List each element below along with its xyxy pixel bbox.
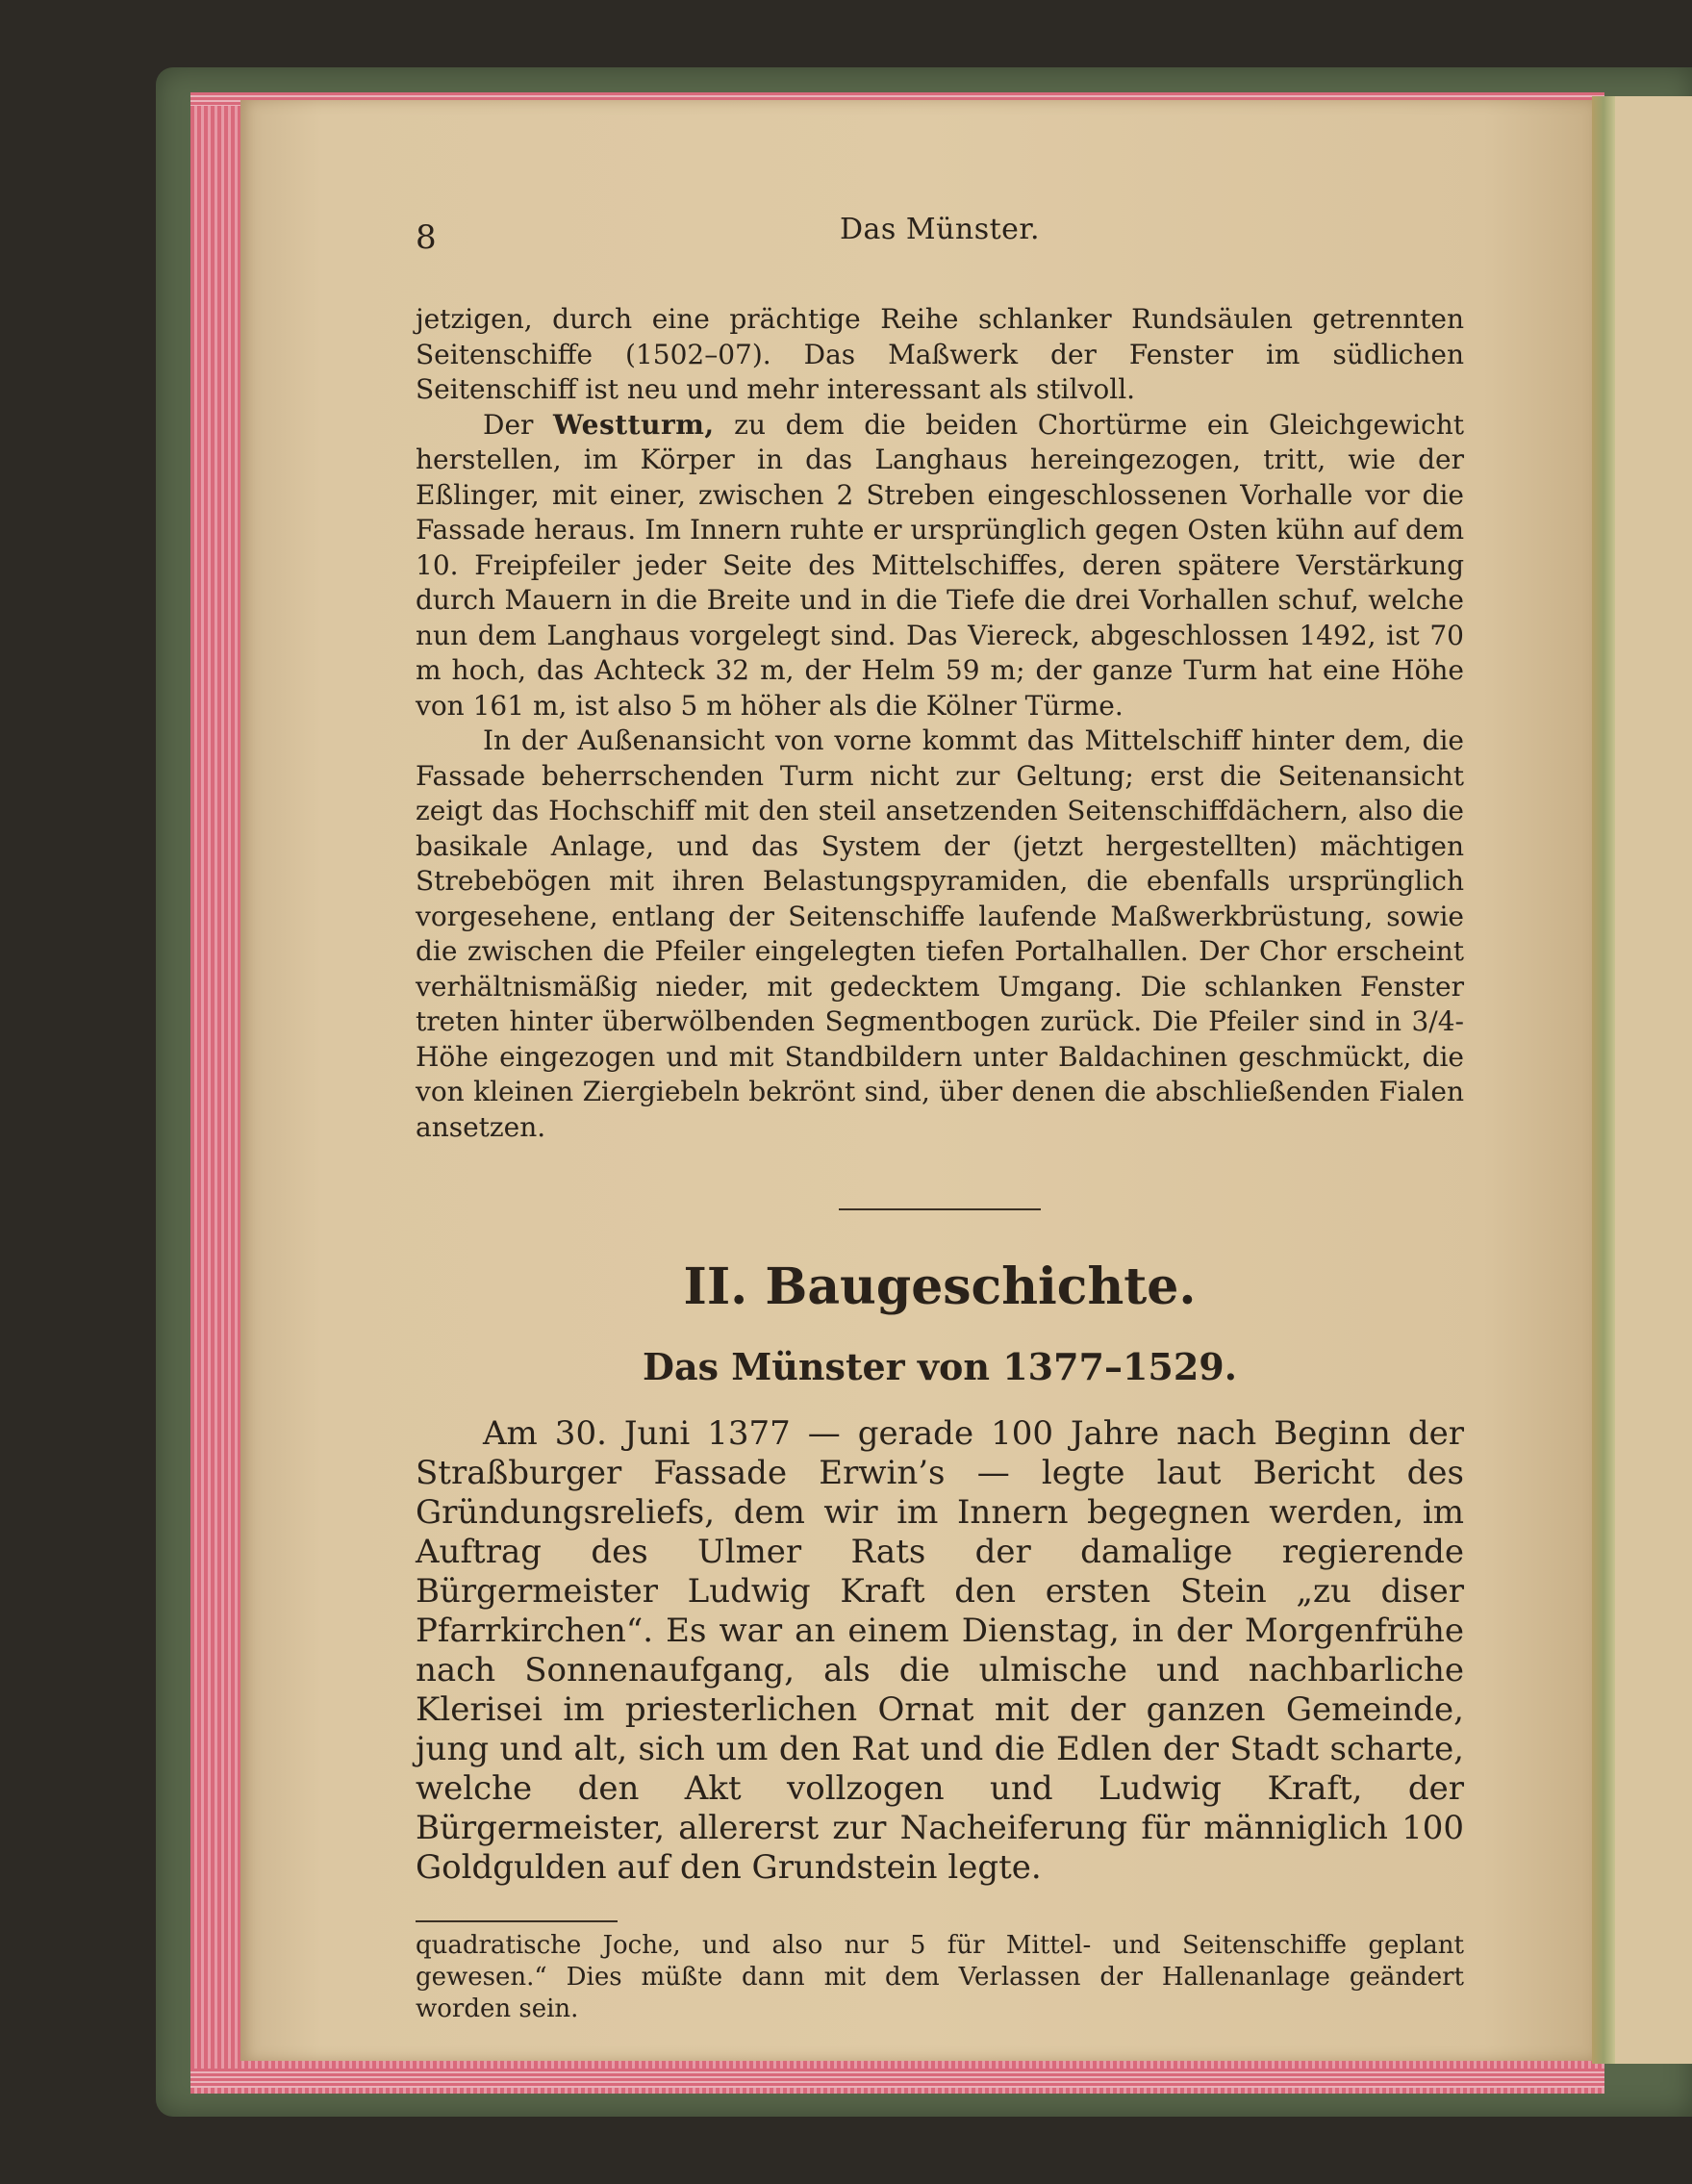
book-gutter — [1592, 96, 1615, 2064]
section-subtitle: Das Münster von 1377–1529. — [643, 1345, 1237, 1388]
paragraph-3: In der Außenansicht von vorne kommt das Mittelschiff hinter dem, die Fassade beherrschenden Turm nicht zur Geltung; erst die Seitenansicht zeigt das Hochschiff mit den steil ansetzenden Seitenschiffdächern, also die basikale Anlage, und das System der (jetzt hergestellten) mächtigen Strebebögen mit ihren Belastungspyramiden, die ebenfalls ursprünglich vorgesehene, entlang der Seitenschiffe laufende Maßwerkbrüstung, sowie die zwischen die Pfeiler eingelegten tiefen Portalhallen. Der Chor erscheint verhältnismäßig nieder, mit gedecktem Umgang. Die schlanken Fenster treten hinter überwölbenden Segmentbogen zurück. Die Pfeiler sind in 3/4-Höhe eingezogen und mit Standbildern unter Baldachinen geschmückt, die von kleinen Ziergiebeln bekrönt sind, über denen die abschließenden Fialen ansetzen. — [416, 724, 1464, 1143]
page-number: 8 — [416, 218, 437, 257]
running-title: Das Münster. — [839, 213, 1041, 246]
section-title: II. Baugeschichte. — [683, 1257, 1197, 1316]
page-header — [416, 202, 1464, 260]
paragraph-1: jetzigen, durch eine prächtige Reihe schlanker Rundsäulen getrennten Seitenschiffe (1502–07). Das Maßwerk der Fenster im südlichen Seitenschiff ist neu und mehr interessant als stilvoll. — [416, 303, 1464, 405]
section-divider — [839, 1208, 1041, 1210]
footnote-divider — [416, 1920, 618, 1922]
westturm-term: Westturm, — [553, 408, 715, 441]
paragraph-2 — [416, 408, 1464, 724]
paragraph-2-text: zu dem die beiden Chortürme ein Gleichgewicht herstellen, im Körper in das Langhaus hereingezogen, tritt, wie der Eßlinger, mit einer, zwischen 2 Streben eingeschlossenen Vorhalle vor die Fassade heraus. Im Innern ruhte er ursprünglich gegen Osten kühn auf dem 10. Freipfeiler jeder Seite des Mittelschiffes, deren spätere Verstärkung durch Mauern in die Breite und in die Tiefe die drei Vorhallen schuf, welche nun dem Langhaus vorgelegt sind. Das Viereck, abgeschlossen 1492, ist 70 m hoch, das Achteck 32 m, der Helm 59 m; der ganze Turm hat eine Höhe von 161 m, ist also 5 m höher als die Kölner Türme. — [416, 408, 1464, 722]
paragraph-2-prefix: Der — [483, 408, 553, 441]
section-body: Am 30. Juni 1377 — gerade 100 Jahre nach Beginn der Straßburger Fassade Erwin’s — legte laut Bericht des Gründungsreliefs, dem wir im Innern begegnen werden, im Auftrag des Ulmer Rats der damalige regierende Bürgermeister Ludwig Kraft den ersten Stein „zu diser Pfarrkirchen“. Es war an einem Dienstag, in der Morgenfrühe nach Sonnenaufgang, als die ulmische und nachbarliche Klerisei im priesterlichen Ornat mit der ganzen Gemeinde, jung und alt, sich um den Rat und die Edlen der Stadt scharte, welche den Akt vollzogen und Ludwig Kraft, der Bürgermeister, allererst zur Nacheiferung für männiglich 100 Goldgulden auf den Grundstein legte. — [416, 1414, 1464, 1887]
page-content — [416, 202, 1464, 2050]
facing-page-edge — [1615, 96, 1692, 2064]
footnote: quadratische Joche, und also nur 5 für Mittel- und Seitenschiffe geplant gewesen.“ Dies müßte dann mit dem Verlassen der Hallenanlage geändert worden sein. — [416, 1931, 1464, 2023]
page-edges-bottom — [190, 2069, 1604, 2088]
